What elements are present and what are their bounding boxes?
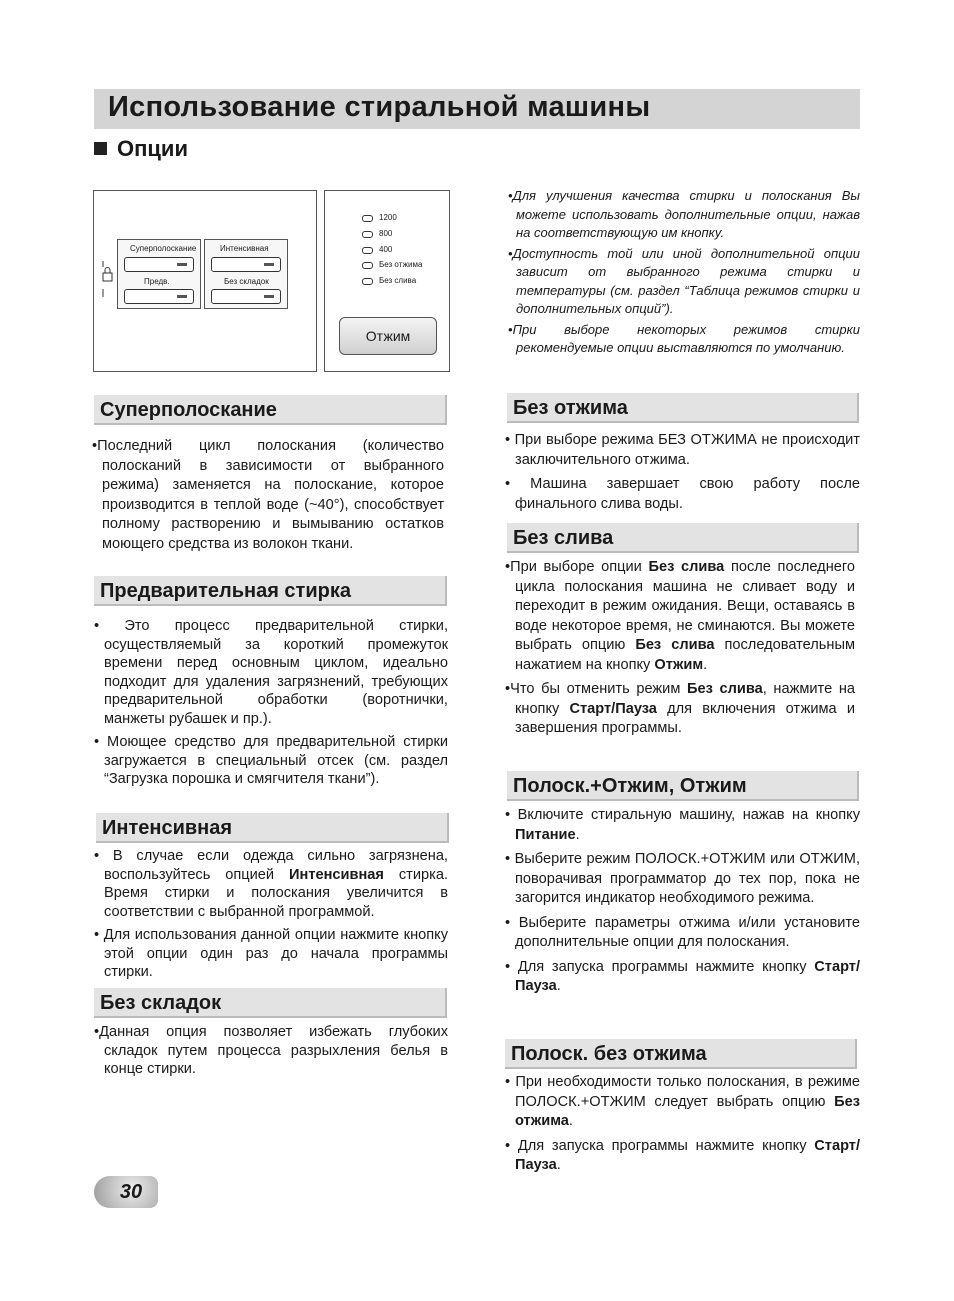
nocrease-label: Без складок bbox=[224, 277, 269, 286]
superrinse-text: •Последний цикл полоскания (количество полосканий в зависимости от выбранного режима) заменяется на полоскание, которое производится в теплой воде (~40°), способствует полному растворению и вымыванию остатков моющего средства из волокон ткани. bbox=[92, 438, 444, 552]
list-item: •При выборе некоторых режимов стирки рекомендуемые опции выставляются по умолчанию. bbox=[508, 321, 860, 355]
intensive-label: Интенсивная bbox=[220, 244, 269, 253]
nospin-text: • При выборе режима БЕЗ ОТЖИМА не происходит заключительного отжима. • Машина завершает свою работу после финального слива воды. bbox=[505, 432, 860, 512]
nodrain-heading: Без слива bbox=[507, 523, 859, 553]
prewash-label: Предв. bbox=[144, 277, 170, 286]
list-item: •Доступность той или иной дополнительной опции зависит от выбранного режима стирки и температуры (см. раздел “Таблица режимов стирки и дополнительных опций”). bbox=[508, 245, 860, 316]
led-icon bbox=[362, 231, 373, 238]
page-title: Использование стиральной машины bbox=[108, 91, 651, 123]
prewash-text: • Это процесс предварительной стирки, осуществляемый за короткий промежуток времени перед основным циклом, идеально подходит для удаления загрязнений, требующих предварительной обработки (воротнички, манжеты рубашек и пр.). • Моющее средство для предварительной стирки загружается в специальный отсек (см. раздел “Загрузка порошка и смягчителя ткани”). bbox=[94, 618, 448, 787]
nospin-heading: Без отжима bbox=[507, 393, 859, 423]
intensive-button[interactable] bbox=[211, 257, 281, 272]
square-bullet-icon bbox=[94, 142, 107, 155]
intensive-heading: Интенсивная bbox=[96, 813, 449, 843]
led-label: 1200 bbox=[379, 213, 397, 222]
spin-button[interactable]: Отжим bbox=[339, 317, 437, 355]
superrinse-button[interactable] bbox=[124, 257, 194, 272]
rinseonly-heading: Полоск. без отжима bbox=[505, 1039, 857, 1069]
rinseonly-text: • При необходимости только полоскания, в режиме ПОЛОСК.+ОТЖИМ следует выбрать опцию Без отжима. • Для запуска программы нажмите кнопку Старт/Пауза. bbox=[505, 1074, 860, 1173]
intensive-text: • В случае если одежда сильно загрязнена, воспользуйтесь опцией Интенсивная стирка. Время стирки и полоскания увеличится в соответствии с выбранной программой. • Для использования данной опции нажмите кнопку этой опции один раз до начала программы стирки. bbox=[94, 848, 448, 980]
prewash-heading: Предварительная стирка bbox=[94, 576, 447, 606]
page-number: 30 bbox=[94, 1176, 158, 1208]
led-label: 400 bbox=[379, 245, 393, 254]
list-item: •Для улучшения качества стирки и полоскания Вы можете использовать дополнительные опции, нажав на соответствующую им кнопку. bbox=[508, 188, 860, 240]
superrinse-label: Суперполоскание bbox=[130, 244, 197, 253]
led-icon bbox=[362, 262, 373, 269]
nocrease-heading: Без складок bbox=[94, 988, 447, 1018]
section-title-text: Опции bbox=[117, 136, 188, 161]
nocrease-button[interactable] bbox=[211, 289, 281, 304]
led-label: Без слива bbox=[379, 276, 417, 285]
superrinse-heading: Суперполоскание bbox=[94, 395, 447, 425]
nodrain-text: •При выборе опции Без слива после последнего цикла полоскания машина не сливает воду и переходит в режим ожидания. Вещи, оставаясь в воде некоторое время, не сминаются. Вы можете выбрать опцию Без слива последовательным нажатием на кнопку Отжим. •Что бы отменить режим Без слива, нажмите на кнопку Старт/Пауза для включения отжима и завершения программы. bbox=[505, 559, 856, 736]
section-title bbox=[94, 136, 188, 162]
led-label: 800 bbox=[379, 229, 393, 238]
led-icon bbox=[362, 215, 373, 222]
intro-notes bbox=[508, 187, 860, 360]
child-lock-icon bbox=[100, 259, 114, 299]
led-icon bbox=[362, 278, 373, 285]
rinsespin-text: • Включите стиральную машину, нажав на кнопку Питание. • Выберите режим ПОЛОСК.+ОТЖИМ или ОТЖИМ, поворачивая программатор до тех пор, пока не загорится индикатор необходимого режима. • Выберите параметры отжима и/или установите дополнительные опции для полоскания. • Для запуска программы нажмите кнопку Старт/Пауза. bbox=[505, 807, 861, 994]
led-icon bbox=[362, 247, 373, 254]
rinsespin-heading: Полоск.+Отжим, Отжим bbox=[507, 771, 859, 801]
prewash-button[interactable] bbox=[124, 289, 194, 304]
control-panel-illustration bbox=[93, 190, 317, 372]
led-label: Без отжима bbox=[379, 260, 423, 269]
nocrease-text: •Данная опция позволяет избежать глубоких складок путем процесса разрыхления белья в конце стирки. bbox=[94, 1024, 448, 1077]
